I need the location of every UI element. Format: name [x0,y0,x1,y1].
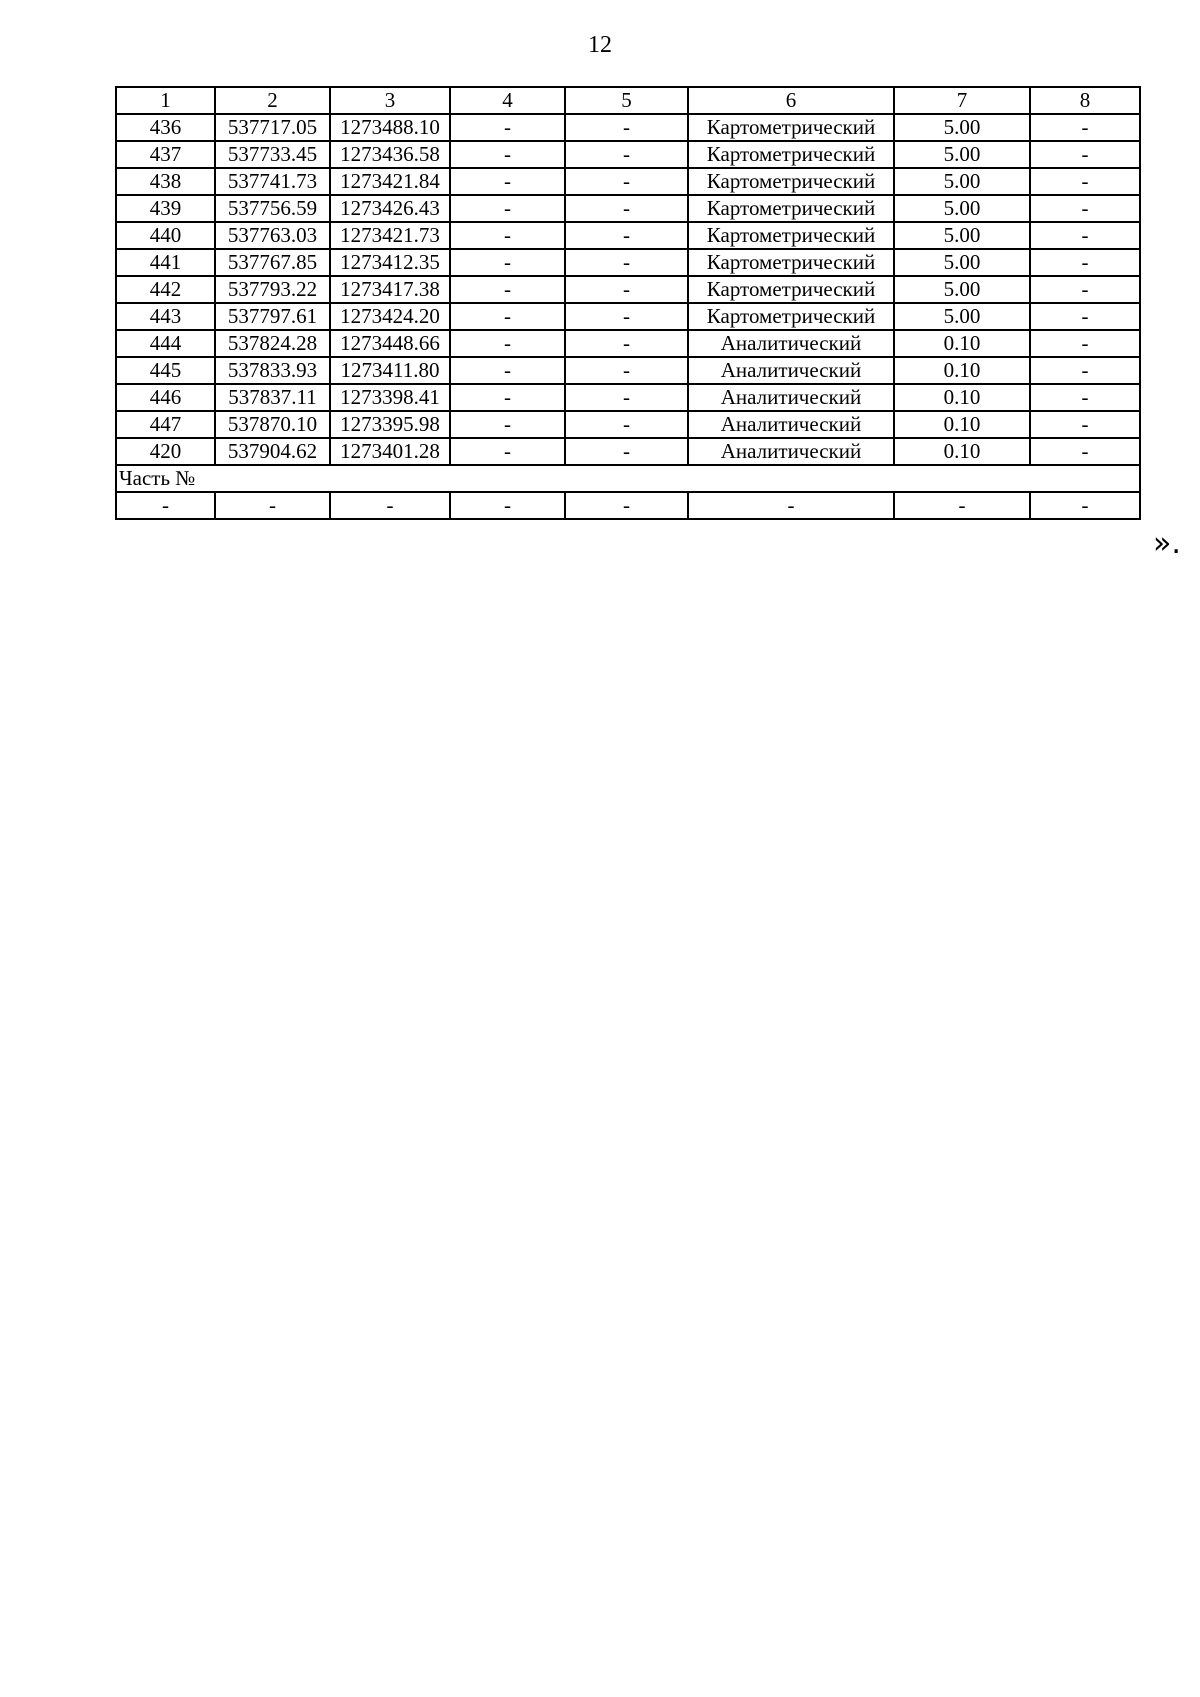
table-cell: 537797.61 [215,303,330,330]
table-cell: 444 [116,330,215,357]
table-cell: 1273401.28 [330,438,450,465]
table-cell: - [450,357,565,384]
table-cell: - [565,330,688,357]
table-cell: - [565,276,688,303]
table-cell: 0.10 [894,411,1030,438]
table-cell: - [450,222,565,249]
table-header-row [116,87,1140,114]
header-cell: 4 [450,87,565,114]
table-cell: 537904.62 [215,438,330,465]
table-cell: 1273421.84 [330,168,450,195]
table-cell: 439 [116,195,215,222]
table-row [116,384,1140,411]
table-cell: 437 [116,141,215,168]
table-cell: Картометрический [688,168,894,195]
header-cell: 1 [116,87,215,114]
table-cell: 420 [116,438,215,465]
table-cell: 1273412.35 [330,249,450,276]
part-label: Часть № [116,465,1140,492]
table-cell: Аналитический [688,357,894,384]
table-cell: 537733.45 [215,141,330,168]
table-cell: 1273448.66 [330,330,450,357]
table-cell: 445 [116,357,215,384]
table-row [116,141,1140,168]
table-cell: - [450,411,565,438]
table-cell: - [450,168,565,195]
table-cell: - [116,492,215,519]
table-row [116,411,1140,438]
table-cell: 537756.59 [215,195,330,222]
table-cell: - [1030,330,1140,357]
table-cell: - [1030,357,1140,384]
table-cell: - [565,357,688,384]
header-cell: 7 [894,87,1030,114]
table-cell: 537824.28 [215,330,330,357]
table-cell: 537793.22 [215,276,330,303]
table-cell: Аналитический [688,438,894,465]
table-cell: 0.10 [894,357,1030,384]
table-cell: - [1030,114,1140,141]
table-cell: Аналитический [688,411,894,438]
table-cell: Картометрический [688,114,894,141]
table-cell: - [450,384,565,411]
table-cell: 5.00 [894,276,1030,303]
table-cell: - [450,141,565,168]
table-row [116,303,1140,330]
table-cell: 1273426.43 [330,195,450,222]
table-cell: - [450,195,565,222]
closing-quote-mark: ». [1153,526,1181,561]
table-cell: 537763.03 [215,222,330,249]
table-cell: - [565,492,688,519]
table-cell: Картометрический [688,222,894,249]
table-cell: Картометрический [688,141,894,168]
table-cell: - [1030,141,1140,168]
table-cell: - [565,438,688,465]
table-cell: - [1030,195,1140,222]
header-cell: 3 [330,87,450,114]
table-cell: 1273411.80 [330,357,450,384]
table-row [116,195,1140,222]
table-cell: 1273421.73 [330,222,450,249]
table-cell: - [1030,384,1140,411]
table-row [116,330,1140,357]
table-cell: - [1030,168,1140,195]
table-cell: 537767.85 [215,249,330,276]
table-cell: 5.00 [894,168,1030,195]
table-row [116,249,1140,276]
table-row [116,222,1140,249]
header-cell: 5 [565,87,688,114]
table-cell: 537870.10 [215,411,330,438]
part-label-row [116,465,1140,492]
table-cell: - [565,195,688,222]
table-cell: - [565,303,688,330]
table-row [116,357,1140,384]
table-cell: Аналитический [688,384,894,411]
table-cell: 1273398.41 [330,384,450,411]
table-cell: - [1030,276,1140,303]
table-cell: 5.00 [894,114,1030,141]
table-cell: Картометрический [688,276,894,303]
table-cell: Аналитический [688,330,894,357]
table-cell: 5.00 [894,249,1030,276]
table-cell: 442 [116,276,215,303]
header-cell: 6 [688,87,894,114]
table-row [116,168,1140,195]
table-row [116,276,1140,303]
table-cell: - [1030,222,1140,249]
table-cell: - [215,492,330,519]
table-cell: 1273395.98 [330,411,450,438]
part-data-row [116,492,1140,519]
table-cell: 5.00 [894,141,1030,168]
table-cell: 440 [116,222,215,249]
table-row [116,438,1140,465]
table-cell: Картометрический [688,249,894,276]
table-cell: - [1030,303,1140,330]
table-cell: 537717.05 [215,114,330,141]
table-row [116,114,1140,141]
table-cell: - [565,114,688,141]
table-cell: - [1030,249,1140,276]
table-cell: - [565,249,688,276]
table-cell: 443 [116,303,215,330]
table-cell: - [330,492,450,519]
table-cell: 447 [116,411,215,438]
table-cell: 436 [116,114,215,141]
table-cell: Картометрический [688,303,894,330]
table-cell: - [565,168,688,195]
table-cell: 1273424.20 [330,303,450,330]
table-cell: 0.10 [894,438,1030,465]
table-cell: - [565,411,688,438]
table-cell: 537837.11 [215,384,330,411]
table-cell: - [894,492,1030,519]
table-cell: 537833.93 [215,357,330,384]
table-cell: 1273488.10 [330,114,450,141]
table-cell: - [565,141,688,168]
table-cell: 1273436.58 [330,141,450,168]
table-cell: 438 [116,168,215,195]
table-cell: 1273417.38 [330,276,450,303]
table-cell: - [565,222,688,249]
table-cell: - [1030,438,1140,465]
table-cell: 446 [116,384,215,411]
table-cell: 537741.73 [215,168,330,195]
coordinates-table [115,86,1141,520]
table-cell: 0.10 [894,330,1030,357]
table-cell: 441 [116,249,215,276]
table-cell: - [450,114,565,141]
table-cell: - [1030,492,1140,519]
table-cell: - [450,492,565,519]
table-cell: 0.10 [894,384,1030,411]
table-cell: - [688,492,894,519]
table-cell: - [450,330,565,357]
table-cell: - [450,249,565,276]
table-cell: - [1030,411,1140,438]
table-cell: 5.00 [894,303,1030,330]
table-cell: - [450,303,565,330]
table-cell: 5.00 [894,222,1030,249]
table-cell: - [450,276,565,303]
table-cell: 5.00 [894,195,1030,222]
table-cell: - [450,438,565,465]
header-cell: 8 [1030,87,1140,114]
header-cell: 2 [215,87,330,114]
table-body [116,87,1140,519]
table-cell: Картометрический [688,195,894,222]
page-number: 12 [588,32,612,58]
table-cell: - [565,384,688,411]
